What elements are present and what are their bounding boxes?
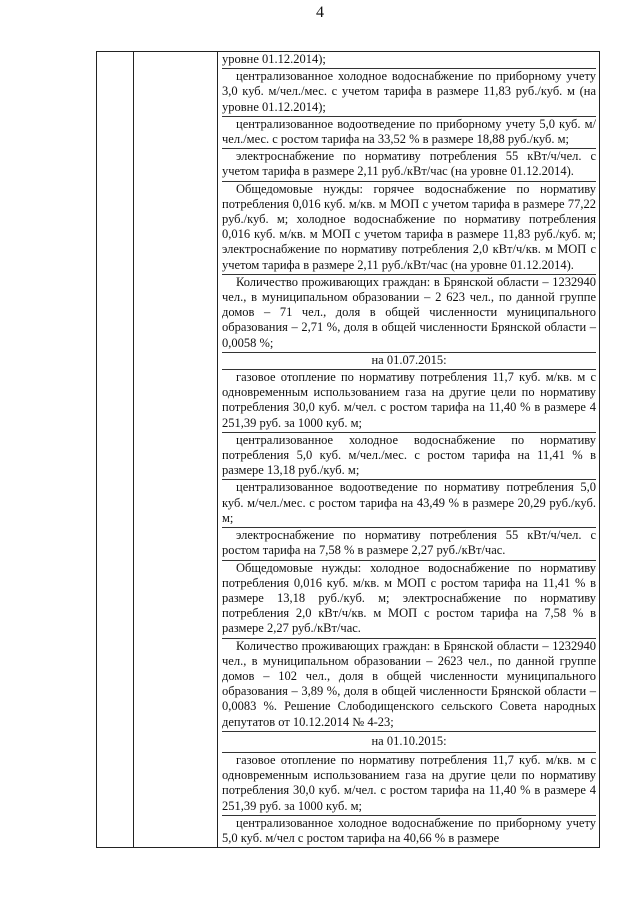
paragraph: централизованное холодное водоснабжение по приборному учету 3,0 куб. м/чел./мес. с учетом тарифа в размере 11,83 руб./куб. м (на уровне 01.12.2014); [222, 69, 596, 117]
document-table [96, 51, 600, 848]
paragraph: Общедомовые нужды: холодное водоснабжение по нормативу потребления 0,016 куб. м/кв. м МОП с ростом тарифа на 11,41 % в размере 13,18 руб./куб. м; электроснабжение по нормативу потребления 2,0 кВт/ч/кв. м МОП с ростом тарифа на 7,58 % в размере 2,27 руб./кВт/час. [222, 561, 596, 639]
paragraph: газовое отопление по нормативу потребления 11,7 куб. м/кв. м с одновременным использованием газа на другие цели по нормативу потребления 30,0 куб. м/чел. с ростом тарифа на 11,40 % в размере 4 251,39 руб. за 1000 куб. м; [222, 753, 596, 816]
paragraph: электроснабжение по нормативу потребления 55 кВт/ч/чел. с учетом тарифа в размере 2,11 руб./кВт/час (на уровне 01.12.2014). [222, 149, 596, 181]
paragraph: Количество проживающих граждан: в Брянской области – 1232940 чел., в муниципальном образовании – 2 623 чел., по данной группе домов – 71 чел., доля в общей численности муниципального образования – 2,71 %, доля в общей численности Брянской области – 0,0058 %; [222, 275, 596, 353]
paragraph: централизованное водоотведение по нормативу потребления 5,0 куб. м/чел./мес. с ростом тарифа на 43,49 % в размере 20,29 руб./куб. м; [222, 480, 596, 528]
paragraph: Количество проживающих граждан: в Брянской области – 1232940 чел., в муниципальном образовании – 2623 чел., по данной группе домов – 102 чел., доля в общей численности муниципального образования – 3,89 %, доля в общей численности Брянской области – 0,0083 %. Решение Слободищенского сельского Совета народных депутатов от 10.12.2014 № 4-23; [222, 639, 596, 732]
paragraph: централизованное холодное водоснабжение по приборному учету 5,0 куб. м/чел с ростом тарифа на 40,66 % в размере [222, 815, 596, 845]
table-cell-name [134, 52, 218, 848]
paragraph: электроснабжение по нормативу потребления 55 кВт/ч/чел. с ростом тарифа на 7,58 % в размере 2,27 руб./кВт/час. [222, 528, 596, 560]
paragraph: газовое отопление по нормативу потребления 11,7 куб. м/кв. м с одновременным использованием газа на другие цели по нормативу потребления 30,0 куб. м/чел. с ростом тарифа на 11,40 % в размере 4 251,39 руб. за 1000 куб. м; [222, 370, 596, 433]
paragraph: Общедомовые нужды: горячее водоснабжение по нормативу потребления 0,016 куб. м/кв. м МОП с учетом тарифа в размере 77,22 руб./куб. м; холодное водоснабжение по нормативу потребления 0,016 куб. м/кв. м МОП с учетом тарифа в размере 11,83 руб./куб. м; электроснабжение по нормативу потребления 2,0 кВт/ч/кв. м МОП с учетом тарифа в размере 2,11 руб./кВт/час (на уровне 01.12.2014). [222, 182, 596, 275]
paragraph: уровне 01.12.2014); [222, 52, 596, 69]
date-heading: на 01.10.2015: [222, 732, 596, 753]
content-text [222, 52, 596, 847]
page-number: 4 [316, 4, 324, 21]
table-cell-number [97, 52, 134, 848]
paragraph: централизованное холодное водоснабжение по нормативу потребления 5,0 куб. м/чел./мес. с ростом тарифа на 11,41 % в размере 13,18 руб./куб. м; [222, 433, 596, 481]
table-cell-content [218, 52, 600, 848]
paragraph: централизованное водоотведение по приборному учету 5,0 куб. м/чел./мес. с ростом тарифа на 33,52 % в размере 18,88 руб./куб. м; [222, 117, 596, 149]
date-heading: на 01.07.2015: [222, 353, 596, 370]
